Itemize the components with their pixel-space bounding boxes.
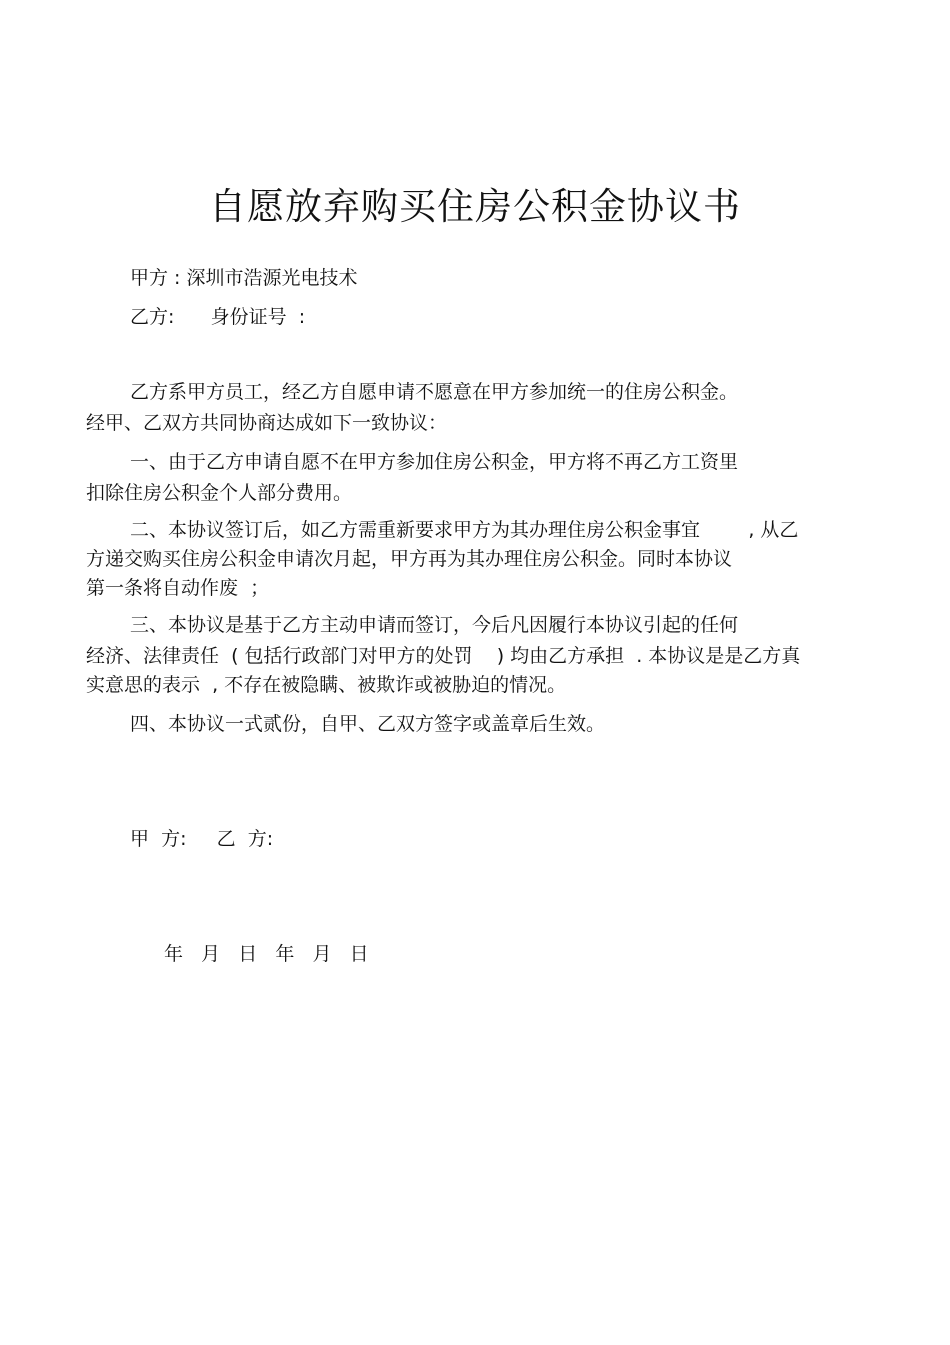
- clause-4-line-1: 四、本协议一式贰份，自甲、乙双方签字或盖章后生效。: [130, 713, 606, 735]
- clause-3-line-2: 经济、法律责任 ( 包括行政部门对甲方的处罚 ) 均由乙方承担 . 本协议是是乙方真: [86, 645, 801, 667]
- clause-1-line-2: 扣除住房公积金个人部分费用。: [86, 482, 353, 504]
- clause-1-line-1: 一、由于乙方申请自愿不在甲方参加住房公积金，甲方将不再乙方工资里: [130, 451, 739, 473]
- clause-2-line-2: 方递交购买住房公积金申请次月起，甲方再为其办理住房公积金。同时本协议: [86, 548, 733, 570]
- document-title: 自愿放弃购买住房公积金协议书: [209, 185, 741, 228]
- signature-line: 甲 方: 乙 方:: [130, 828, 274, 850]
- clause-3-line-1: 三、本协议是基于乙方主动申请而签订，今后凡因履行本协议引起的任何: [130, 614, 739, 636]
- party-a-line: 甲方 : 深圳市浩源光电技术: [130, 267, 358, 289]
- preamble-line-2: 经甲、乙双方共同协商达成如下一致协议：: [86, 412, 448, 434]
- clause-2-line-3: 第一条将自动作废 ；: [86, 577, 270, 599]
- date-line: 年 月 日 年 月 日: [164, 943, 369, 965]
- party-b-line: 乙方: 身份证号 :: [130, 306, 306, 328]
- preamble-line-1: 乙方系甲方员工，经乙方自愿申请不愿意在甲方参加统一的住房公积金。: [130, 381, 739, 403]
- clause-2-line-1: 二、本协议签订后，如乙方需重新要求甲方为其办理住房公积金事宜 , 从乙: [130, 519, 799, 541]
- clause-3-line-3: 实意思的表示 , 不存在被隐瞒、被欺诈或被胁迫的情况。: [86, 674, 567, 696]
